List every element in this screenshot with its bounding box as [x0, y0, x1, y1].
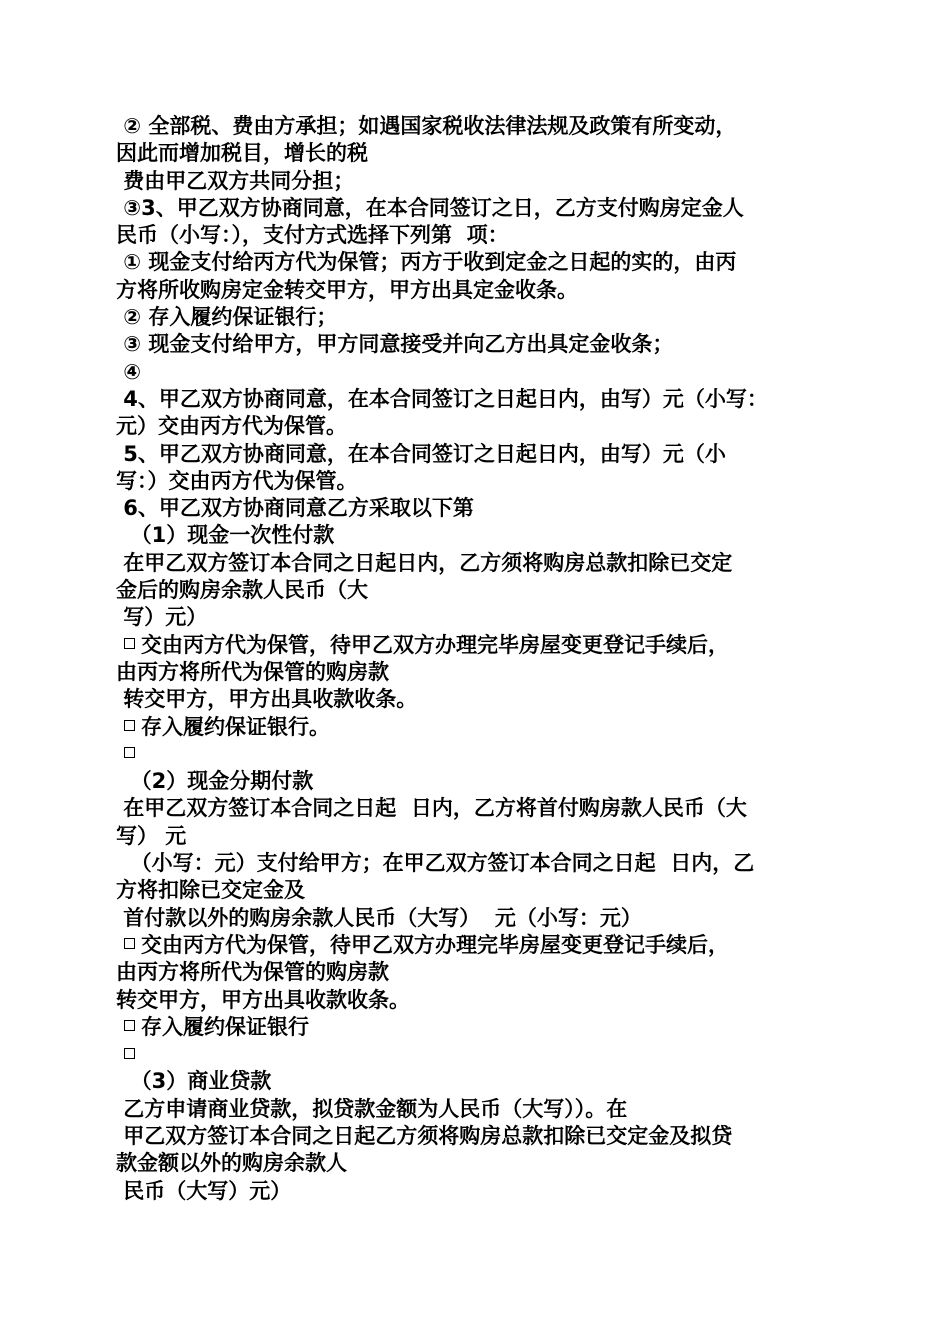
document-page [116, 113, 846, 1205]
line-text: 交由丙方代为保管，待甲乙双方办理完毕房屋变更登记手续后， [141, 932, 729, 957]
text-line [116, 714, 846, 741]
text-line [116, 495, 846, 522]
text-line [116, 959, 846, 986]
line-text: 交由丙方代为保管，待甲乙双方办理完毕房屋变更登记手续后， [141, 632, 729, 657]
text-line [116, 113, 846, 140]
line-text: 民币（小写：），支付方式选择下列第 项： [116, 223, 509, 248]
line-text: ③3、甲乙双方协商同意，在本合同签订之日，乙方支付购房定金人 [116, 195, 744, 220]
text-line [116, 768, 846, 795]
text-line [116, 823, 846, 850]
text-line [116, 741, 846, 768]
line-text: 在甲乙双方签订本合同之日起 日内，乙方将首付购房款人民币（大 [116, 796, 747, 821]
text-line [116, 1150, 846, 1177]
text-line [116, 195, 846, 222]
text-line [116, 1178, 846, 1205]
checkbox-icon [124, 720, 135, 731]
line-text: （2）现金分期付款 [116, 769, 314, 794]
text-line [116, 522, 846, 549]
text-line [116, 140, 846, 167]
checkbox-icon [124, 1048, 135, 1059]
line-text: 金后的购房余款人民币（大 [116, 578, 368, 603]
line-text: 方将扣除已交定金及 [116, 878, 305, 903]
line-text: 甲乙双方签订本合同之日起乙方须将购房总款扣除已交定金及拟贷 [116, 1123, 733, 1148]
line-text: 首付款以外的购房余款人民币（大写） 元（小写：元） [116, 905, 642, 930]
text-line [116, 905, 846, 932]
text-line [116, 632, 846, 659]
line-text: （小写：元）支付给甲方；在甲乙双方签订本合同之日起 日内，乙 [116, 851, 755, 876]
line-text: ① 现金支付给丙方代为保管；丙方于收到定金之日起的实的，由丙 [116, 250, 737, 275]
checkbox-icon [124, 747, 135, 758]
line-text: 由丙方将所代为保管的购房款 [116, 960, 389, 985]
line-text: （1）现金一次性付款 [116, 523, 335, 548]
text-line [116, 795, 846, 822]
line-text: 存入履约保证银行。 [141, 714, 330, 739]
checkbox-icon [124, 1020, 135, 1031]
line-text: 4、甲乙双方协商同意，在本合同签订之日起日内，由写）元（小写： [116, 386, 768, 411]
text-line [116, 1123, 846, 1150]
line-text: 存入履约保证银行 [141, 1014, 309, 1039]
checkbox-icon [124, 938, 135, 949]
line-text: 写：）交由丙方代为保管。 [116, 468, 358, 493]
line-text: 写） 元 [116, 823, 187, 848]
text-line [116, 1014, 846, 1041]
text-line [116, 168, 846, 195]
line-text: ④ [116, 359, 142, 384]
line-text: 写）元） [116, 605, 208, 630]
text-line [116, 468, 846, 495]
text-line [116, 304, 846, 331]
line-text: 6、甲乙双方协商同意乙方采取以下第 [116, 496, 474, 521]
text-line [116, 331, 846, 358]
text-line [116, 1096, 846, 1123]
line-text: ③ 现金支付给甲方，甲方同意接受并向乙方出具定金收条； [116, 332, 674, 357]
line-text: ② 全部税、费由方承担；如遇国家税收法律法规及政策有所变动， [116, 114, 737, 138]
line-text: 转交甲方，甲方出具收款收条。 [116, 987, 410, 1012]
text-line [116, 1068, 846, 1095]
line-text: 在甲乙双方签订本合同之日起日内，乙方须将购房总款扣除已交定 [116, 550, 733, 575]
text-line [116, 1041, 846, 1068]
text-line [116, 386, 846, 413]
line-text: ② 存入履约保证银行； [116, 305, 338, 330]
text-line [116, 987, 846, 1014]
line-text: 费由甲乙双方共同分担； [116, 168, 355, 193]
checkbox-icon [124, 638, 135, 649]
line-text: 由丙方将所代为保管的购房款 [116, 659, 389, 684]
text-line [116, 277, 846, 304]
text-line [116, 604, 846, 631]
text-line [116, 877, 846, 904]
text-line [116, 577, 846, 604]
text-line [116, 249, 846, 276]
line-text: 5、甲乙双方协商同意，在本合同签订之日起日内，由写）元（小 [116, 441, 726, 466]
line-text: 元）交由丙方代为保管。 [116, 414, 347, 439]
line-text: 因此而增加税目，增长的税 [116, 141, 368, 166]
line-text: 转交甲方，甲方出具收款收条。 [116, 687, 418, 712]
text-line [116, 686, 846, 713]
line-text: 乙方申请商业贷款，拟贷款金额为人民币（大写））。在 [116, 1096, 628, 1121]
line-text: （3）商业贷款 [116, 1069, 272, 1094]
text-line [116, 659, 846, 686]
text-line [116, 550, 846, 577]
text-line [116, 413, 846, 440]
text-line [116, 932, 846, 959]
text-line [116, 359, 846, 386]
text-line [116, 222, 846, 249]
line-text: 款金额以外的购房余款人 [116, 1151, 347, 1176]
text-line [116, 441, 846, 468]
line-text: 方将所收购房定金转交甲方，甲方出具定金收条。 [116, 277, 578, 302]
line-text: 民币（大写）元） [116, 1178, 292, 1203]
text-line [116, 850, 846, 877]
